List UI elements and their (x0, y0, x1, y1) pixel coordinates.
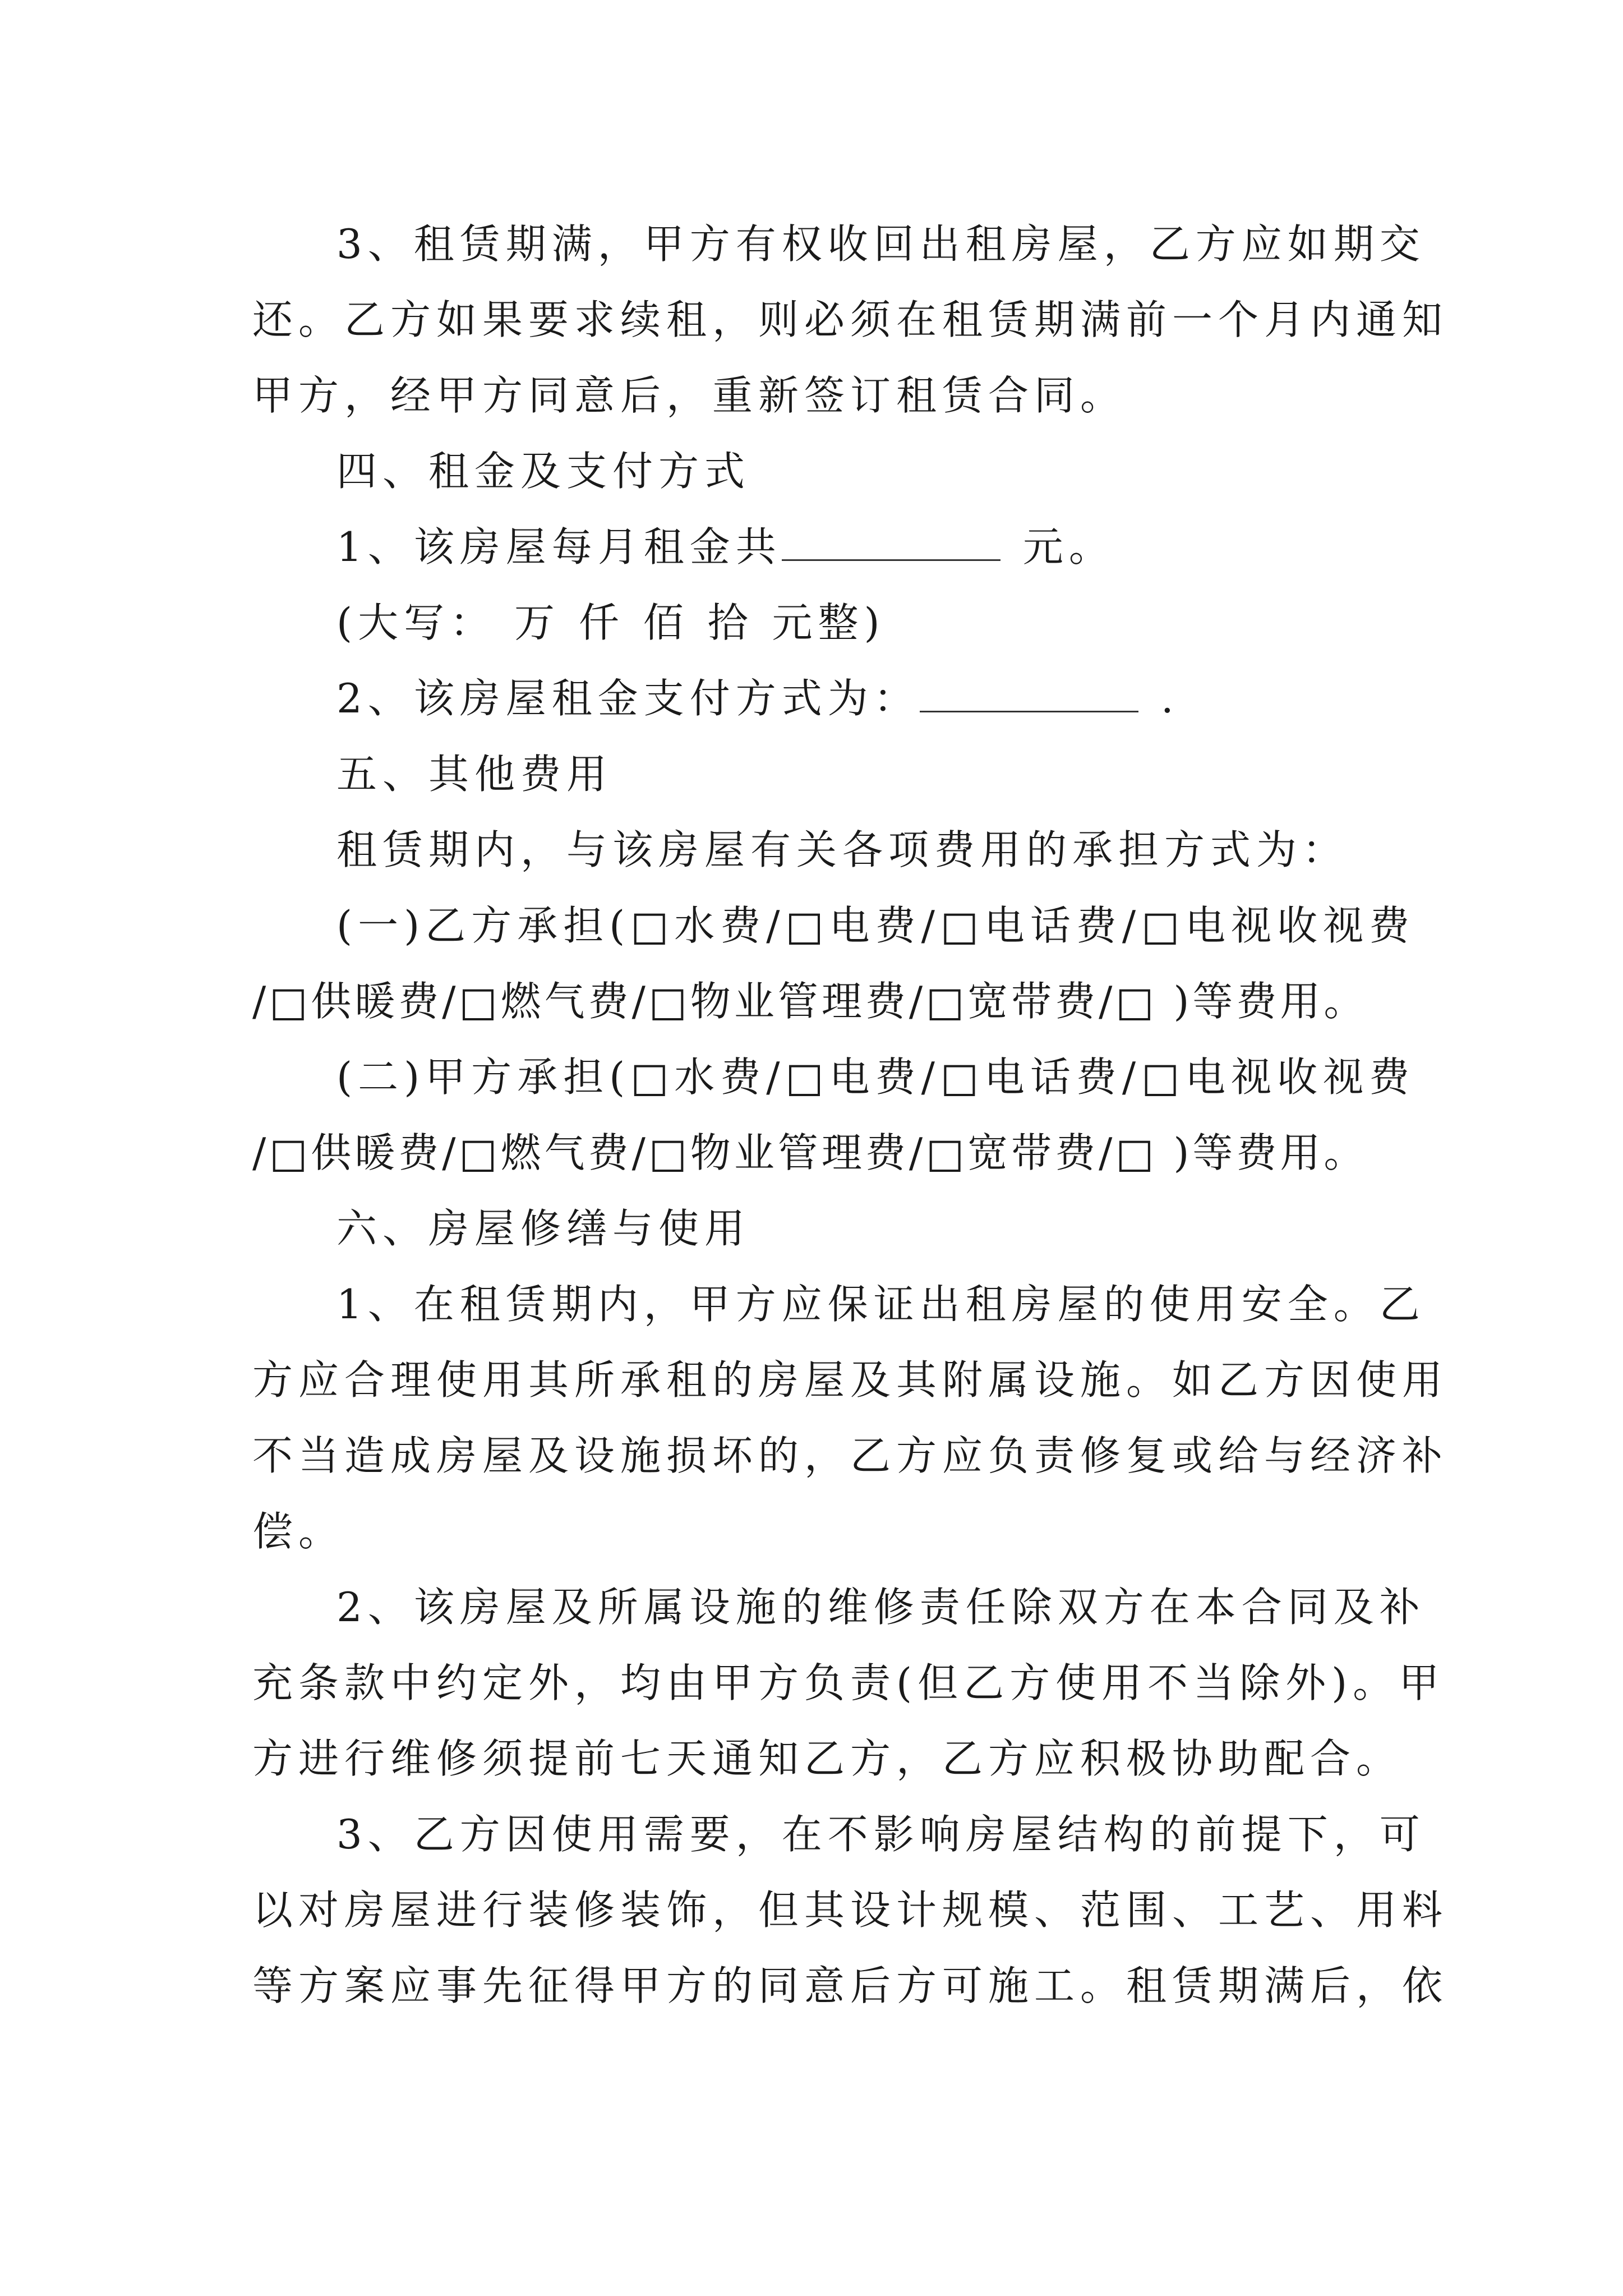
repair-clause-1-line-4: 偿。 (252, 1508, 345, 1555)
section-5-heading: 五、其他费用 (336, 751, 613, 798)
clause-3-renewal: 还。乙方如果要求续租，则必须在租赁期满前一个月内通知 (252, 296, 1449, 343)
repair-clause-2-line-1: 2、该房屋及所属设施的维修责任除双方在本合同及补 (336, 1584, 1426, 1631)
clause-3-new-contract: 甲方，经甲方同意后，重新签订租赁合同。 (252, 372, 1127, 419)
rent-payment-method-period: . (1160, 675, 1179, 722)
fees-party-b-line-2: /□供暖费/□燃气费/□物业管理费/□宽带费/□ )等费用。 (252, 978, 1368, 1025)
fees-party-a-line-2: /□供暖费/□燃气费/□物业管理费/□宽带费/□ )等费用。 (252, 1129, 1368, 1176)
section-4-heading: 四、租金及支付方式 (336, 448, 751, 495)
fees-intro: 租赁期内，与该房屋有关各项费用的承担方式为： (336, 826, 1349, 873)
repair-clause-3-line-1: 3、乙方因使用需要，在不影响房屋结构的前提下，可 (336, 1811, 1426, 1858)
repair-clause-2-line-3: 方进行维修须提前七天通知乙方，乙方应积极协助配合。 (252, 1735, 1403, 1782)
repair-clause-2-line-2: 充条款中约定外，均由甲方负责(但乙方使用不当除外)。甲 (252, 1659, 1445, 1706)
repair-clause-1-line-1: 1、在租赁期内，甲方应保证出租房屋的使用安全。乙 (336, 1281, 1426, 1328)
rent-payment-method-label: 2、该房屋租金支付方式为： (336, 675, 920, 722)
rent-amount-unit: 元。 (1022, 523, 1115, 570)
repair-clause-3-line-2: 以对房屋进行装修装饰，但其设计规模、范围、工艺、用料 (252, 1887, 1449, 1934)
rent-amount-label: 1、该房屋每月租金共 (336, 523, 782, 570)
section-6-heading: 六、房屋修缮与使用 (336, 1205, 751, 1252)
rent-amount-line (336, 519, 1115, 575)
rent-payment-method-line (336, 670, 1179, 726)
rent-amount-blank (782, 520, 1000, 561)
clause-3-lease-expiry: 3、租赁期满，甲方有权收回出租房屋，乙方应如期交 (336, 220, 1426, 268)
repair-clause-1-line-3: 不当造成房屋及设施损坏的，乙方应负责修复或给与经济补 (252, 1432, 1449, 1479)
rent-payment-method-blank (920, 671, 1138, 712)
rent-amount-in-words: (大写： 万 仟 佰 拾 元整) (336, 599, 886, 646)
repair-clause-3-line-3: 等方案应事先征得甲方的同意后方可施工。租赁期满后，依 (252, 1962, 1449, 2009)
repair-clause-1-line-2: 方应合理使用其所承租的房屋及其附属设施。如乙方因使用 (252, 1356, 1449, 1404)
fees-party-b-line-1: (一)乙方承担(□水费/□电费/□电话费/□电视收视费 (336, 902, 1415, 949)
fees-party-a-line-1: (二)甲方承担(□水费/□电费/□电话费/□电视收视费 (336, 1053, 1415, 1101)
